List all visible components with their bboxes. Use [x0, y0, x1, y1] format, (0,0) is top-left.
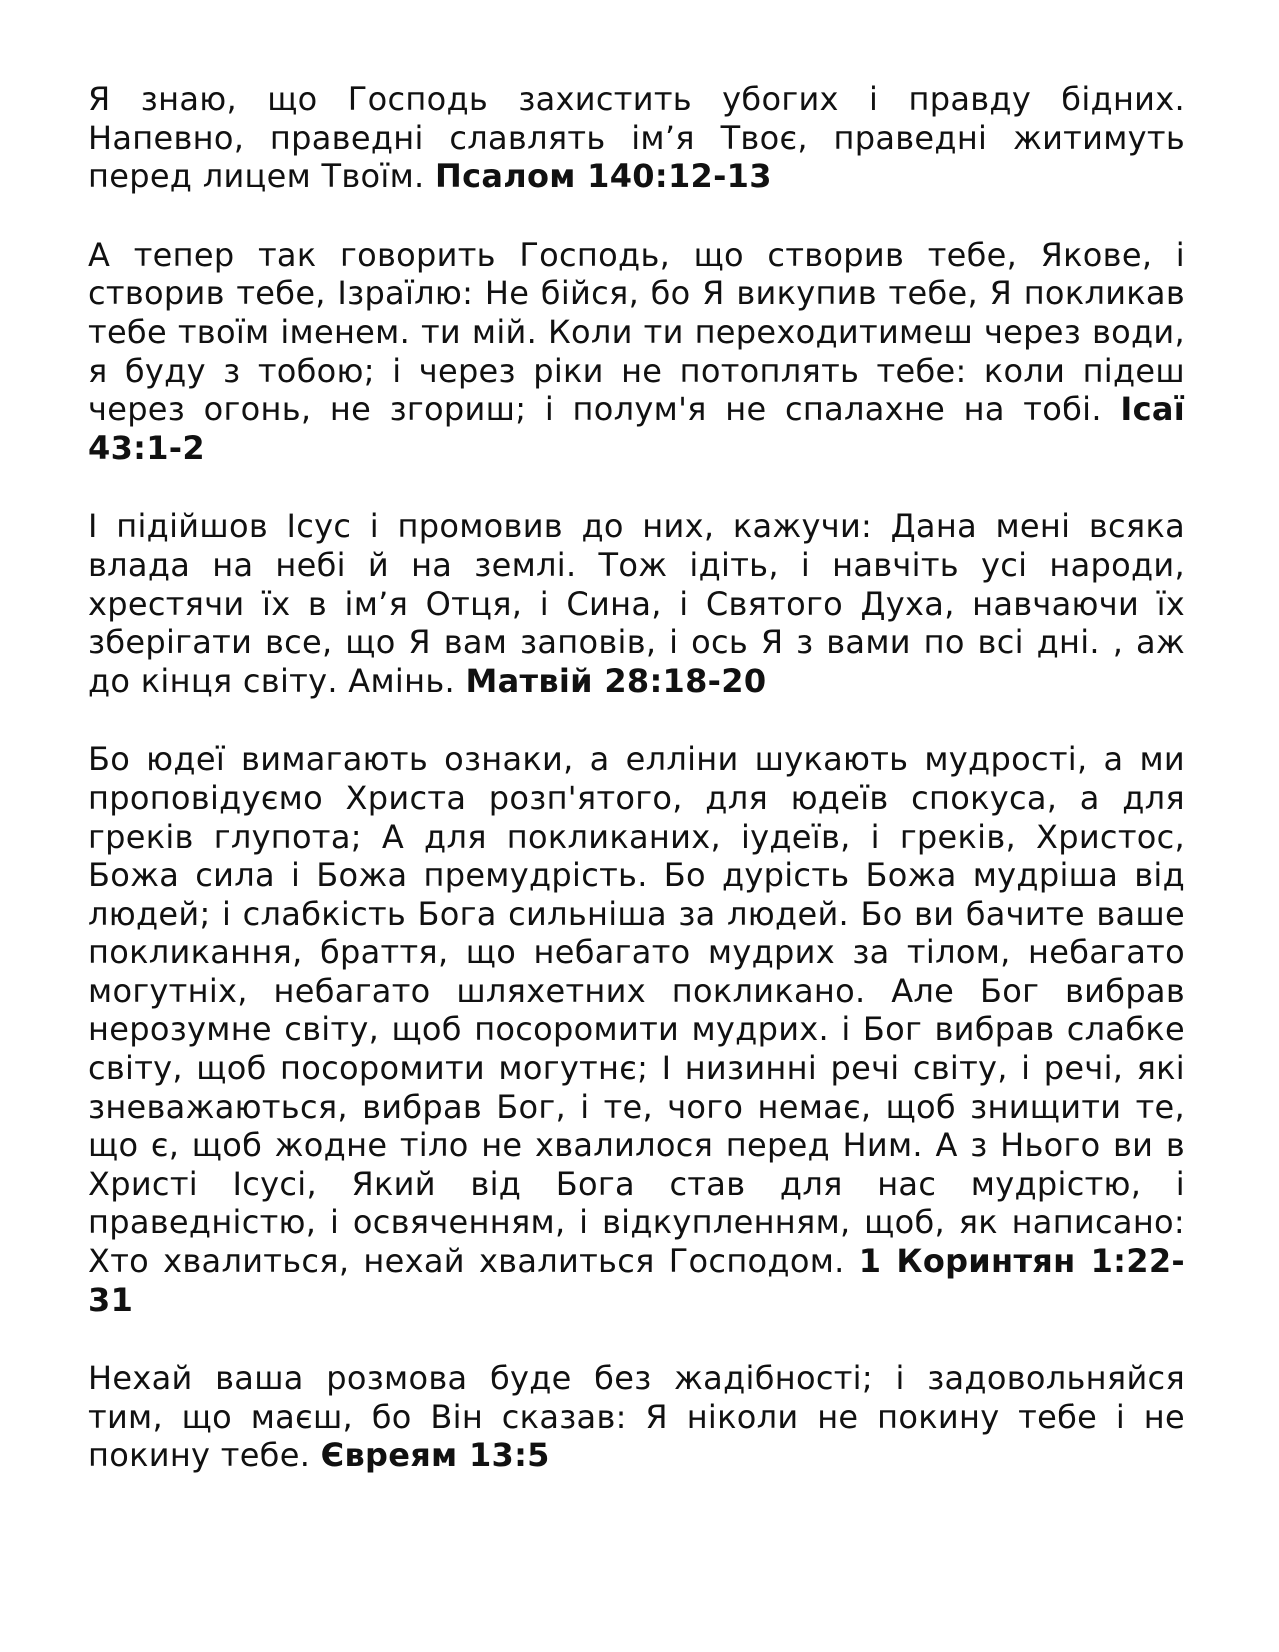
verse-text: І підійшов Ісус і промовив до них, кажучи: Дана мені всяка влада на небі й на землі. Тож ідіть, і навчіть усі народи, хрестячи їх в ім’я Отця, і Сина, і Святого Духа, навчаючи їх зберігати все, що Я вам заповів, і ось Я з вами по всі дні. , аж до кінця світу. Амінь.: [88, 507, 1185, 700]
verse-paragraph: [88, 740, 1185, 1319]
verse-reference: Євреям 13:5: [320, 1436, 550, 1475]
verse-paragraph: [88, 80, 1185, 196]
document-page: [88, 80, 1185, 1515]
verse-reference: Матвій 28:18-20: [465, 661, 767, 700]
verse-paragraph: [88, 1359, 1185, 1475]
verse-paragraph: [88, 236, 1185, 468]
verse-text: Бо юдеї вимагають ознаки, а елліни шукають мудрості, а ми проповідуємо Христа розп'ятого, для юдеїв спокуса, а для греків глупота; А для покликаних, іудеїв, і греків, Христос, Божа сила і Божа премудрість. Бо дурість Божа мудріша від людей; і слабкість Бога сильніша за людей. Бо ви бачите ваше покликання, браття, що небагато мудрих за тілом, небагато могутніх, небагато шляхетних покликано. Але Бог вибрав нерозумне світу, щоб посоромити мудрих. і Бог вибрав слабке світу, щоб посоромити могутнє; І низинні речі світу, і речі, які зневажаються, вибрав Бог, і те, чого немає, щоб знищити те, що є, щоб жодне тіло не хвалилося перед Ним. А з Нього ви в Христі Ісусі, Який від Бога став для нас мудрістю, і праведністю, і освяченням, і відкупленням, щоб, як написано: Хто хвалиться, нехай хвалиться Господом.: [88, 740, 1185, 1281]
verse-text: А тепер так говорить Господь, що створив тебе, Якове, і створив тебе, Ізраїлю: Не бійся, бо Я викупив тебе, Я покликав тебе твоїм іменем. ти мій. Коли ти переходитимеш через води, я буду з тобою; і через ріки не потоплять тебе: коли підеш через огонь, не згориш; і полум'я не спалахне на тобі.: [88, 235, 1185, 429]
verse-reference: Ісаї 43:1-2: [88, 390, 1185, 467]
verse-reference: 1 Коринтян 1:22-31: [88, 1242, 1185, 1319]
verse-text: Нехай ваша розмова буде без жадібності; і задовольняйся тим, що маєш, бо Він сказав: Я ніколи не покину тебе і не покину тебе.: [88, 1359, 1185, 1475]
verse-text: Я знаю, що Господь захистить убогих і правду бідних. Напевно, праведні славлять ім’я Твоє, праведні житимуть перед лицем Твоїм.: [88, 80, 1185, 196]
verse-paragraph: [88, 507, 1185, 700]
verse-reference: Псалом 140:12-13: [435, 157, 772, 196]
